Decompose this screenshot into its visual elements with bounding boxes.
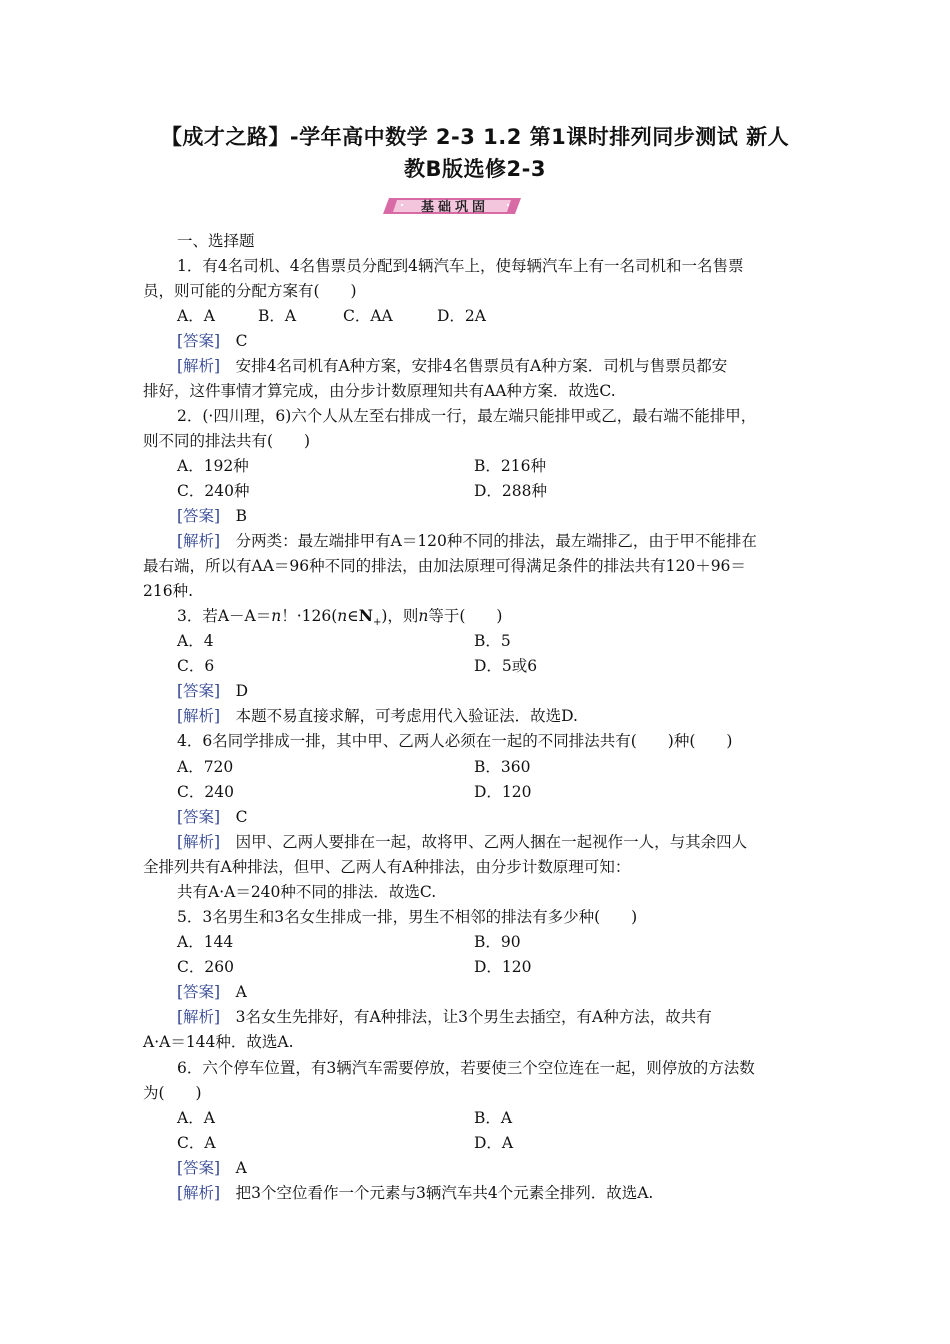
q6-answer	[177, 1158, 247, 1178]
analysis-tag: [解析]	[177, 1184, 221, 1202]
answer-tag: [答案]	[177, 507, 221, 525]
q3-stem-part: ！·126(	[281, 607, 338, 625]
answer-tag: [答案]	[177, 682, 221, 700]
q1-answer	[177, 331, 248, 351]
q2-answer	[177, 506, 247, 526]
q4-option-c: C．240	[177, 783, 234, 801]
q5-stem-line-1: 5．3名男生和3名女生排成一排，男生不相邻的排法有多少种( )	[177, 908, 638, 926]
document-title-line-2: 教B版选修2-3	[404, 157, 546, 181]
q6-stem-line-1: 6．六个停车位置，有3辆汽车需要停放，若要使三个空位连在一起，则停放的方法数	[177, 1059, 755, 1077]
q2-option-c: C．240种	[177, 482, 250, 500]
answer-tag: [答案]	[177, 808, 221, 826]
q3-option-d: D．5或6	[474, 657, 538, 675]
q2-analysis-line-1	[177, 531, 757, 551]
q3-variable-n: n	[418, 607, 429, 625]
q4-stem-line-1: 4．6名同学排成一排，其中甲、乙两人必须在一起的不同排法共有( )种( )	[177, 732, 733, 750]
q5-option-b: B．90	[474, 933, 521, 951]
q3-analysis-text-1: 本题不易直接求解，可考虑用代入验证法．故选D.	[235, 707, 578, 725]
q4-analysis-line-1	[177, 832, 747, 852]
q1-answer-value: C	[235, 332, 248, 350]
q2-analysis-text-1: 分两类：最左端排甲有A＝120种不同的排法，最左端排乙，由于甲不能排在	[235, 532, 757, 550]
q3-set-n: N	[358, 606, 373, 625]
q3-variable-n: n	[271, 607, 282, 625]
q2-analysis-line-3: 216种.	[143, 582, 194, 600]
q5-analysis-line-2: A·A＝144种．故选A.	[143, 1033, 294, 1051]
analysis-tag: [解析]	[177, 833, 221, 851]
q6-analysis-line-1	[177, 1183, 653, 1203]
q4-analysis-text-1: 因甲、乙两人要排在一起，故将甲、乙两人捆在一起视作一人，与其余四人	[235, 833, 748, 851]
q6-option-c: C．A	[177, 1134, 216, 1152]
section-heading: 一、选择题	[177, 232, 255, 250]
q4-analysis-line-2: 全排列共有A种排法，但甲、乙两人有A种排法，由分步计数原理可知：	[143, 858, 631, 876]
q4-answer	[177, 807, 248, 827]
q3-set-subscript: +	[372, 617, 382, 629]
q6-stem-line-2: 为( )	[143, 1084, 202, 1102]
q3-stem	[177, 606, 502, 633]
q3-option-a: A．4	[177, 632, 214, 650]
q2-answer-value: B	[235, 507, 248, 525]
q4-analysis-line-3: 共有A·A＝240种不同的排法．故选C.	[177, 883, 437, 901]
q3-element-of: ∈	[347, 607, 359, 625]
q1-option-d: D．2A	[437, 307, 486, 325]
q3-variable-n: n	[337, 607, 348, 625]
q4-answer-value: C	[235, 808, 248, 826]
q3-stem-part: )，则	[381, 607, 419, 625]
q5-answer-value: A	[235, 983, 247, 1001]
q1-option-b: B．A	[258, 307, 297, 325]
q2-option-d: D．288种	[474, 482, 548, 500]
analysis-tag: [解析]	[177, 707, 221, 725]
answer-tag: [答案]	[177, 1159, 221, 1177]
q6-answer-value: A	[235, 1159, 247, 1177]
answer-tag: [答案]	[177, 983, 221, 1001]
analysis-tag: [解析]	[177, 1008, 221, 1026]
q3-stem-part: 3．若A－A＝	[177, 607, 272, 625]
q5-analysis-line-1	[177, 1007, 712, 1027]
q1-stem-line-2: 员，则可能的分配方案有( )	[143, 282, 357, 300]
q5-answer	[177, 982, 247, 1002]
section-banner	[383, 194, 527, 218]
analysis-tag: [解析]	[177, 357, 221, 375]
q4-option-d: D．120	[474, 783, 532, 801]
q6-analysis-text-1: 把3个空位看作一个元素与3辆汽车共4个元素全排列．故选A.	[235, 1184, 654, 1202]
q3-stem-part: 等于( )	[428, 607, 503, 625]
q6-option-a: A．A	[177, 1109, 215, 1127]
q3-option-c: C．6	[177, 657, 215, 675]
document-title-line-1: 【成才之路】-学年高中数学 2-3 1.2 第1课时排列同步测试 新人	[160, 125, 790, 149]
q5-option-c: C．260	[177, 958, 234, 976]
q2-analysis-line-2: 最右端，所以有AA＝96种不同的排法，由加法原理可得满足条件的排法共有120＋96＝	[143, 557, 746, 575]
q1-analysis-line-1	[177, 356, 727, 376]
q1-option-c: C．AA	[343, 307, 393, 325]
q5-option-d: D．120	[474, 958, 532, 976]
q2-option-b: B．216种	[474, 457, 546, 475]
q5-option-a: A．144	[177, 933, 234, 951]
q2-option-a: A．192种	[177, 457, 249, 475]
q6-option-d: D．A	[474, 1134, 514, 1152]
q1-analysis-line-2: 排好，这件事情才算完成，由分步计数原理知共有AA种方案．故选C.	[143, 382, 616, 400]
q4-option-a: A．720	[177, 758, 234, 776]
q5-analysis-text-1: 3名女生先排好，有A种排法，让3个男生去插空，有A种方法，故共有	[235, 1008, 712, 1026]
q2-stem-line-2: 则不同的排法共有( )	[143, 432, 311, 450]
answer-tag: [答案]	[177, 332, 221, 350]
q6-option-b: B．A	[474, 1109, 513, 1127]
q3-answer	[177, 681, 248, 701]
section-banner-label: 基础巩固	[420, 200, 489, 215]
analysis-tag: [解析]	[177, 532, 221, 550]
q1-analysis-text-1: 安排4名司机有A种方案，安排4名售票员有A种方案．司机与售票员都安	[235, 357, 728, 375]
q4-option-b: B．360	[474, 758, 531, 776]
q3-option-b: B．5	[474, 632, 511, 650]
q1-option-a: A．A	[177, 307, 215, 325]
q3-answer-value: D	[235, 682, 249, 700]
q3-analysis-line-1	[177, 706, 578, 726]
q2-stem-line-1: 2．(·四川理，6)六个人从左至右排成一行，最左端只能排甲或乙，最右端不能排甲，	[177, 407, 757, 425]
q1-stem-line-1: 1．有4名司机、4名售票员分配到4辆汽车上，使每辆汽车上有一名司机和一名售票	[177, 257, 744, 275]
